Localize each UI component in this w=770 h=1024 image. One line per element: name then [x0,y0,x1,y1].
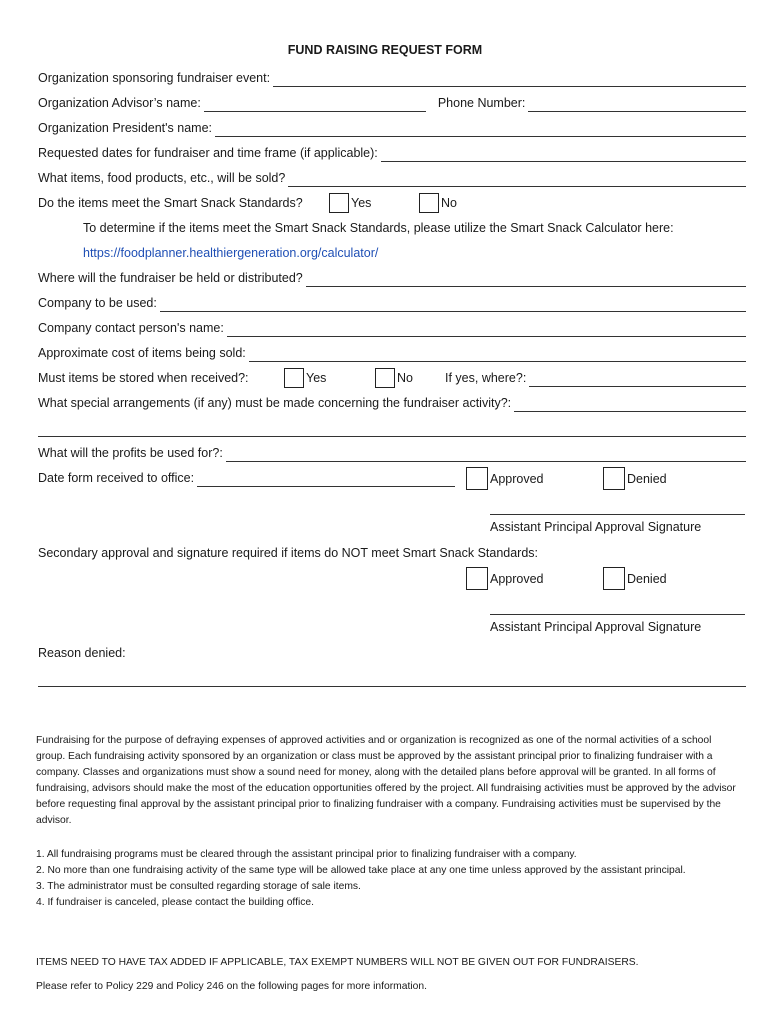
secondary-row [38,544,746,562]
smart-snack-calculator-link[interactable]: https://foodplanner.healthiergeneration.org/calculator/ [83,246,379,260]
second-denied-label: Denied [627,571,667,586]
smart-snack-no-label: No [441,196,457,210]
secondary-label: Secondary approval and signature required if items do NOT meet Smart Snack Standards: [38,546,539,560]
where-row [38,269,746,287]
org-sponsoring-row [38,69,746,87]
stored-yes-label: Yes [306,371,327,385]
second-signature-label: Assistant Principal Approval Signature [490,620,702,634]
rules-list [36,847,736,911]
policy-paragraph: Fundraising for the purpose of defraying expenses of approved activities and or organization is recognized as one of the normal activities of a school group. Each fundraising activity sponsored by an organization or class must be approved by the assistant principal prior to finalizing fundraiser with a company. Classes and organizations must show a sound need for money, along with the detailed plans before approval will be granted. In all forms of fundraising, advisors should make the most of the education opportunities offered by the project. All fundraising activities must be approved by the advisor before requesting final approval by the assistant principal prior to finalizing fundraiser with a company. Fundraising activities must be supervised by the advisor. [36,735,736,826]
date-received-field[interactable] [197,473,455,487]
first-denied-label: Denied [627,471,667,486]
reason-row [38,644,746,662]
advisor-field[interactable] [204,98,426,112]
second-denied-checkbox[interactable] [603,567,625,590]
smart-snack-yes-option [329,192,371,214]
form-title: FUND RAISING REQUEST FORM [287,43,483,57]
phone-label: Phone Number: [437,96,526,110]
profits-label: What will the profits be used for?: [38,446,223,460]
reason-field[interactable] [38,673,746,687]
rule-item: 4. If fundraiser is canceled, please contact the building office. [36,897,314,908]
advisor-row [38,94,746,112]
second-denied-option [603,567,667,590]
date-received-row [38,469,455,487]
date-received-label: Date form received to office: [38,471,195,485]
contact-row [38,319,746,337]
special-row-2 [38,419,746,437]
second-approved-option [466,567,544,590]
smart-snack-info: To determine if the items meet the Smart Snack Standards, please utilize the Smart Snack Calculator here: [83,221,674,235]
where-label: Where will the fundraiser be held or distributed? [38,271,303,285]
stored-yes-checkbox[interactable] [284,368,304,388]
first-signature-label: Assistant Principal Approval Signature [490,520,702,534]
first-denied-option [603,467,667,490]
dates-field[interactable] [381,148,746,162]
advisor-label: Organization Advisor’s name: [38,96,201,110]
reason-field-row [38,669,746,687]
special-label: What special arrangements (if any) must be made concerning the fundraiser activity?: [38,396,512,410]
items-row [38,169,746,187]
stored-no-checkbox[interactable] [375,368,395,388]
second-approved-checkbox[interactable] [466,567,488,590]
president-row [38,119,746,137]
first-signature-line[interactable] [490,513,745,515]
smart-snack-link-row [83,244,746,262]
org-sponsoring-label: Organization sponsoring fundraiser event: [38,71,271,85]
stored-no-label: No [397,371,413,385]
president-field[interactable] [215,123,746,137]
company-field[interactable] [160,298,746,312]
policy-reference: Please refer to Policy 229 and Policy 246 on the following pages for more information. [36,981,427,992]
rule-item: 3. The administrator must be consulted regarding storage of sale items. [36,881,361,892]
rule-item: 2. No more than one fundraising activity of the same type will be allowed take place at any one time unless approved by the assistant principal. [36,865,686,876]
phone-field[interactable] [528,98,746,112]
stored-where-field[interactable] [529,373,746,387]
stored-where-row [445,369,746,387]
profits-row [38,444,746,462]
if-yes-label: If yes, where?: [445,371,527,385]
president-label: Organization President's name: [38,121,213,135]
items-field[interactable] [288,173,746,187]
org-sponsoring-field[interactable] [273,73,746,87]
tax-notice: ITEMS NEED TO HAVE TAX ADDED IF APPLICABLE, TAX EXEMPT NUMBERS WILL NOT BE GIVEN OUT FOR FUNDRAISERS. [36,957,639,968]
first-approved-checkbox[interactable] [466,467,488,490]
cost-label: Approximate cost of items being sold: [38,346,246,360]
company-label: Company to be used: [38,296,157,310]
dates-row [38,144,746,162]
stored-yes-option [284,367,326,389]
stored-no-option [375,367,413,389]
smart-snack-row [38,194,746,212]
rule-item: 1. All fundraising programs must be cleared through the assistant principal prior to finalizing fundraiser with a company. [36,849,577,860]
smart-snack-yes-label: Yes [351,196,372,210]
contact-field[interactable] [227,323,746,337]
dates-label: Requested dates for fundraiser and time frame (if applicable): [38,146,378,160]
profits-field[interactable] [226,448,746,462]
cost-field[interactable] [249,348,746,362]
second-signature-line[interactable] [490,613,745,615]
reason-label: Reason denied: [38,646,126,660]
special-field-continued[interactable] [38,423,746,437]
special-field[interactable] [514,398,746,412]
smart-snack-info-row [83,219,746,237]
first-denied-checkbox[interactable] [603,467,625,490]
where-field[interactable] [306,273,746,287]
cost-row [38,344,746,362]
company-row [38,294,746,312]
special-row [38,394,746,412]
stored-label: Must items be stored when received?: [38,371,249,385]
second-approved-label: Approved [490,571,544,586]
first-approved-label: Approved [490,471,544,486]
contact-label: Company contact person's name: [38,321,224,335]
smart-snack-yes-checkbox[interactable] [329,193,349,213]
smart-snack-no-option [419,192,457,214]
first-approved-option [466,467,544,490]
items-label: What items, food products, etc., will be sold? [38,171,286,185]
smart-snack-no-checkbox[interactable] [419,193,439,213]
smart-snack-label: Do the items meet the Smart Snack Standards? [38,196,303,210]
